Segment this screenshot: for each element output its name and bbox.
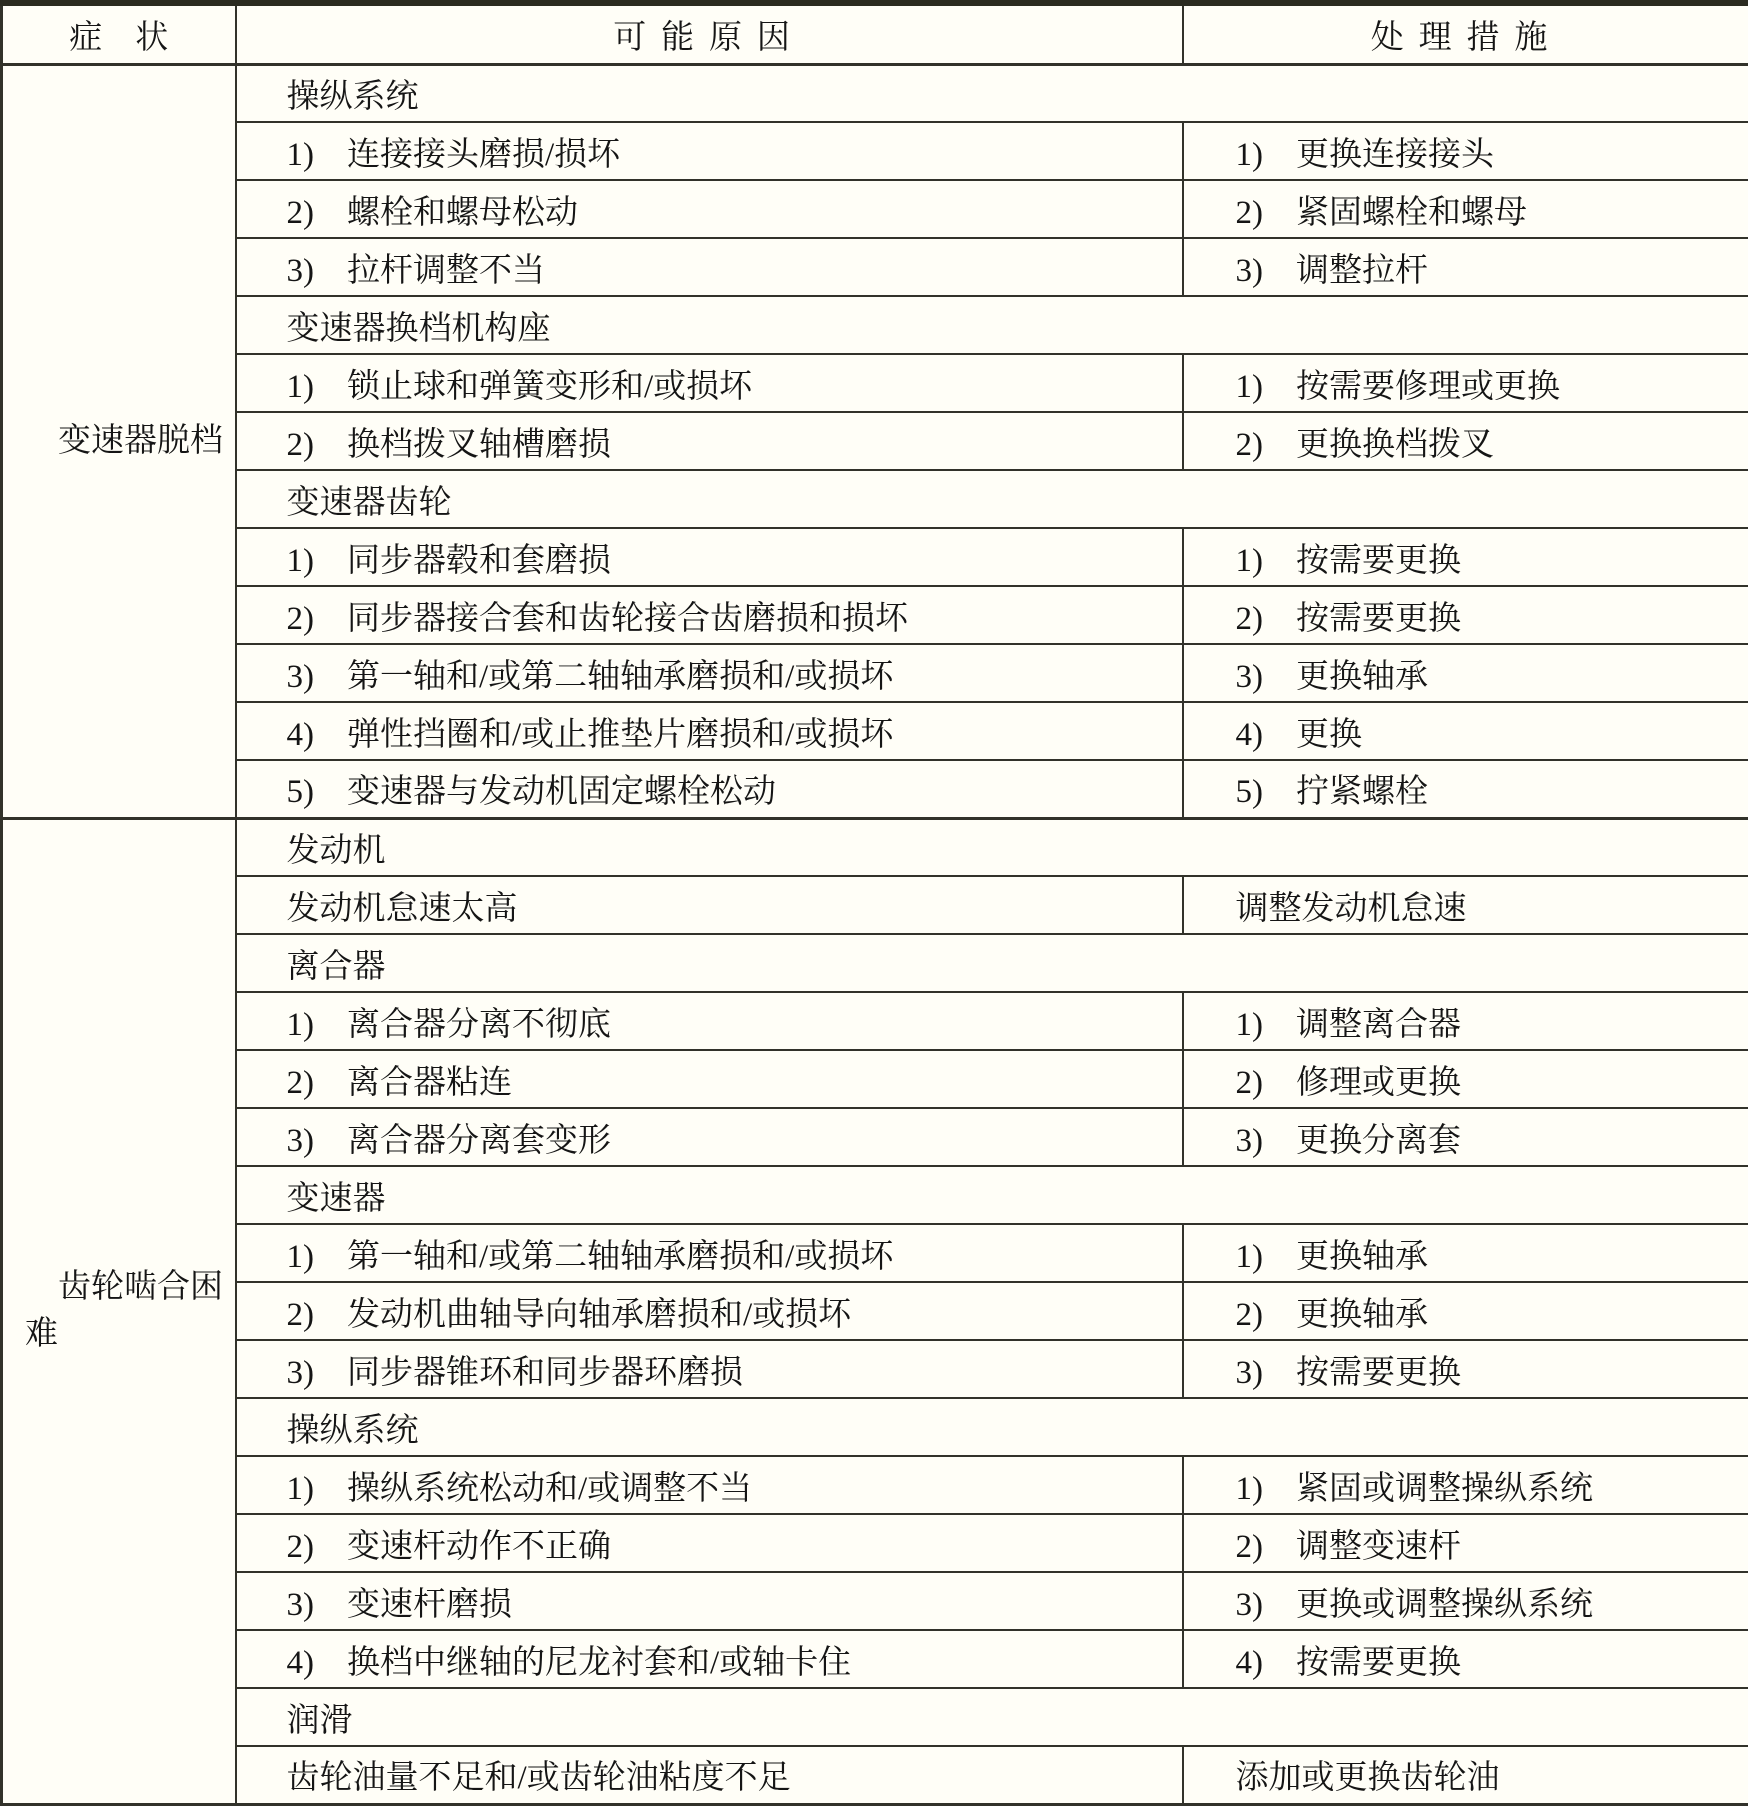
remedy-cell: 2) 紧固螺栓和螺母 (1183, 180, 1748, 238)
table-body (2, 64, 1748, 1804)
table-row (2, 122, 1748, 180)
cause-cell: 4) 换档中继轴的尼龙衬套和/或轴卡住 (236, 1630, 1183, 1688)
remedy-cell: 添加或更换齿轮油 (1183, 1746, 1748, 1804)
remedy-cell: 1) 按需要修理或更换 (1183, 354, 1748, 412)
cause-cell: 3) 拉杆调整不当 (236, 238, 1183, 296)
cause-cell: 3) 同步器锥环和同步器环磨损 (236, 1340, 1183, 1398)
table-row (2, 1224, 1748, 1282)
table-row (2, 238, 1748, 296)
table-row (2, 1282, 1748, 1340)
remedy-cell: 1) 更换连接接头 (1183, 122, 1748, 180)
remedy-cell: 3) 调整拉杆 (1183, 238, 1748, 296)
remedy-cell: 1) 按需要更换 (1183, 528, 1748, 586)
table-row (2, 412, 1748, 470)
cause-cell: 2) 变速杆动作不正确 (236, 1514, 1183, 1572)
cause-cell: 4) 弹性挡圈和/或止推垫片磨损和/或损坏 (236, 702, 1183, 760)
remedy-cell: 3) 更换或调整操纵系统 (1183, 1572, 1748, 1630)
table-row (2, 586, 1748, 644)
table-header (2, 3, 1748, 64)
table-row (2, 1572, 1748, 1630)
remedy-cell: 3) 按需要更换 (1183, 1340, 1748, 1398)
remedy-cell: 1) 更换轴承 (1183, 1224, 1748, 1282)
table-row (2, 876, 1748, 934)
cause-cell: 1) 第一轴和/或第二轴轴承磨损和/或损坏 (236, 1224, 1183, 1282)
table-row (2, 1456, 1748, 1514)
table-row (2, 64, 1748, 122)
remedy-cell: 调整发动机怠速 (1183, 876, 1748, 934)
section-cell: 操纵系统 (236, 1398, 1748, 1456)
cause-cell: 2) 离合器粘连 (236, 1050, 1183, 1108)
remedy-cell: 5) 拧紧螺栓 (1183, 760, 1748, 818)
cause-cell: 3) 变速杆磨损 (236, 1572, 1183, 1630)
header-symptom: 症 状 (2, 3, 236, 64)
table-row (2, 1050, 1748, 1108)
table-row (2, 180, 1748, 238)
header-row (2, 3, 1748, 64)
remedy-cell: 3) 更换轴承 (1183, 644, 1748, 702)
table-row (2, 1514, 1748, 1572)
cause-cell: 5) 变速器与发动机固定螺栓松动 (236, 760, 1183, 818)
cause-cell: 齿轮油量不足和/或齿轮油粘度不足 (236, 1746, 1183, 1804)
cause-cell: 1) 锁止球和弹簧变形和/或损坏 (236, 354, 1183, 412)
cause-cell: 2) 发动机曲轴导向轴承磨损和/或损坏 (236, 1282, 1183, 1340)
table-row (2, 644, 1748, 702)
cause-cell: 1) 操纵系统松动和/或调整不当 (236, 1456, 1183, 1514)
cause-cell: 2) 同步器接合套和齿轮接合齿磨损和损坏 (236, 586, 1183, 644)
table-row (2, 818, 1748, 876)
remedy-cell: 2) 更换轴承 (1183, 1282, 1748, 1340)
cause-cell: 2) 螺栓和螺母松动 (236, 180, 1183, 238)
table-row (2, 354, 1748, 412)
cause-cell: 3) 离合器分离套变形 (236, 1108, 1183, 1166)
header-remedy: 处理措施 (1183, 3, 1748, 64)
cause-cell: 3) 第一轴和/或第二轴轴承磨损和/或损坏 (236, 644, 1183, 702)
table-row (2, 1108, 1748, 1166)
header-cause: 可能原因 (236, 3, 1183, 64)
remedy-cell: 1) 调整离合器 (1183, 992, 1748, 1050)
section-cell: 变速器换档机构座 (236, 296, 1748, 354)
symptom-cell: 齿轮啮合困难 (2, 818, 236, 1804)
remedy-cell: 1) 紧固或调整操纵系统 (1183, 1456, 1748, 1514)
table-row (2, 1398, 1748, 1456)
table-row (2, 528, 1748, 586)
table-row (2, 992, 1748, 1050)
remedy-cell: 2) 更换换档拨叉 (1183, 412, 1748, 470)
remedy-cell: 3) 更换分离套 (1183, 1108, 1748, 1166)
symptom-cell: 变速器脱档 (2, 64, 236, 818)
cause-cell: 1) 同步器毂和套磨损 (236, 528, 1183, 586)
table-row (2, 1630, 1748, 1688)
cause-cell: 1) 离合器分离不彻底 (236, 992, 1183, 1050)
remedy-cell: 2) 按需要更换 (1183, 586, 1748, 644)
cause-cell: 2) 换档拨叉轴槽磨损 (236, 412, 1183, 470)
remedy-cell: 4) 更换 (1183, 702, 1748, 760)
cause-cell: 发动机怠速太高 (236, 876, 1183, 934)
table-row (2, 296, 1748, 354)
table-row (2, 1688, 1748, 1746)
remedy-cell: 2) 调整变速杆 (1183, 1514, 1748, 1572)
cause-cell: 1) 连接接头磨损/损坏 (236, 122, 1183, 180)
table-row (2, 1746, 1748, 1804)
table-row (2, 1166, 1748, 1224)
table-row (2, 1340, 1748, 1398)
section-cell: 变速器 (236, 1166, 1748, 1224)
remedy-cell: 2) 修理或更换 (1183, 1050, 1748, 1108)
remedy-cell: 4) 按需要更换 (1183, 1630, 1748, 1688)
table-row (2, 702, 1748, 760)
section-cell: 发动机 (236, 818, 1748, 876)
table-row (2, 760, 1748, 818)
table-row (2, 470, 1748, 528)
section-cell: 操纵系统 (236, 64, 1748, 122)
table-row (2, 934, 1748, 992)
section-cell: 变速器齿轮 (236, 470, 1748, 528)
section-cell: 离合器 (236, 934, 1748, 992)
section-cell: 润滑 (236, 1688, 1748, 1746)
